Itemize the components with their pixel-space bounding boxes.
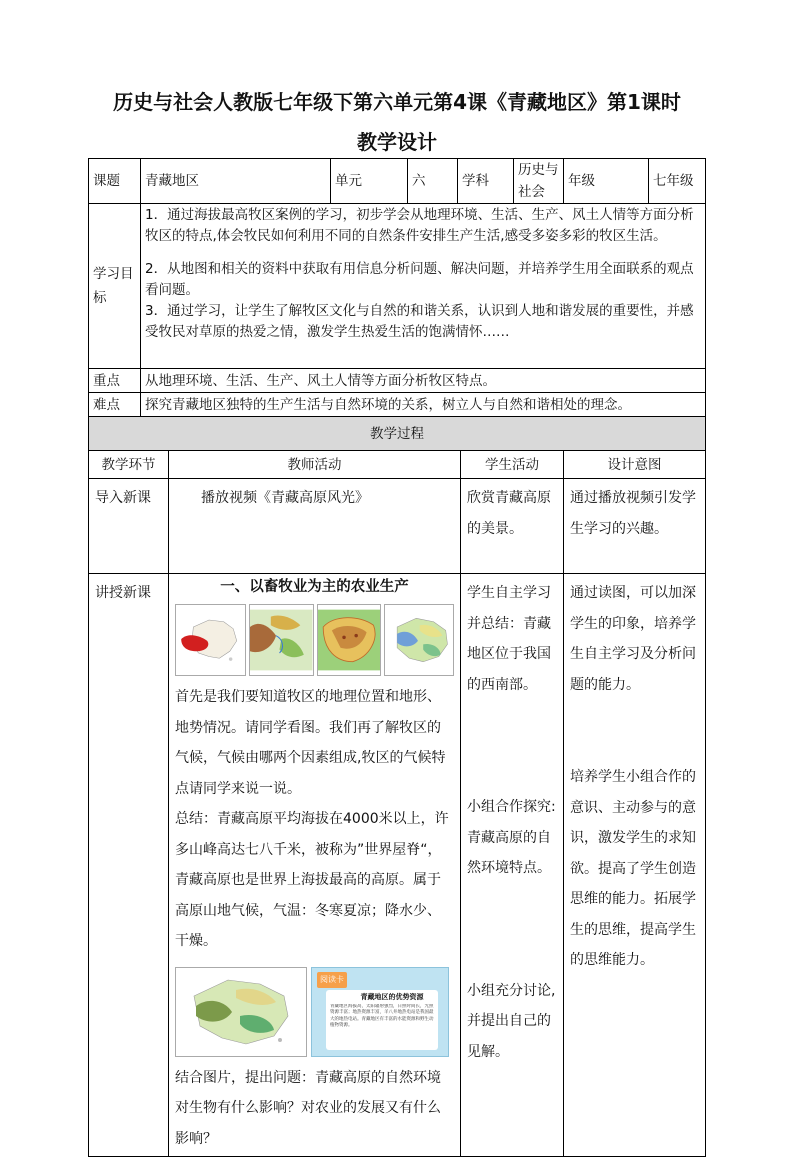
para-summary: 总结：青藏高原平均海拔在4000米以上，许多山峰高达七八千米，被称为”世界屋脊“，青藏高原也是世界上海拔最高的高原。属于高原山地气候，气温：冬寒夏凉；降水少、干燥。	[175, 811, 449, 949]
goals-label: 学习目标	[89, 204, 141, 369]
vegetation-map	[175, 967, 307, 1057]
student-activity-2: 小组合作探究:青藏高原的自然环境特点。	[467, 799, 556, 876]
china-location-map	[175, 604, 246, 676]
goals-content	[141, 204, 706, 369]
difficult-label: 难点	[89, 393, 141, 417]
intro-student: 欣赏青藏高原的美景。	[461, 479, 564, 574]
grade-value: 七年级	[649, 159, 706, 204]
lesson-label: 课题	[89, 159, 141, 204]
unit-value: 六	[408, 159, 458, 204]
intent-1: 通过读图，可以加深学生的印象，培养学生自主学习及分析问题的能力。	[570, 585, 696, 693]
student-activity-3: 小组充分讨论,并提出自己的见解。	[467, 982, 556, 1060]
reading-card	[311, 967, 449, 1057]
student-activity-1: 学生自主学习并总结：青藏地区位于我国的西南部。	[467, 585, 551, 693]
subject-label: 学科	[458, 159, 514, 204]
lesson-heading: 一、以畜牧业为主的农业生产	[220, 579, 409, 595]
para-location: 首先是我们要知道牧区的地理位置和地形、地势情况。请同学看图。我们再了解牧区的气候，气候由哪两个因素组成,牧区的气候特点请同学来说一说。	[175, 689, 446, 797]
header-intent: 设计意图	[564, 451, 706, 479]
difficult-text: 探究青藏地区独特的生产生活与自然环境的关系，树立人与自然和谐相处的理念。	[141, 393, 706, 417]
intro-intent: 通过播放视频引发学生学习的兴趣。	[564, 479, 706, 574]
new-teacher	[169, 574, 461, 1157]
new-student	[461, 574, 564, 1157]
goal-item: 3．通过学习，让学生了解牧区文化与自然的和谐关系，认识到人地和谐发展的重要性，并感受牧民对草原的热爱之情，激发学生热爱生活的饱满情怀……	[145, 303, 694, 340]
card-title: 青藏地区的优势资源	[360, 992, 424, 1001]
intro-step: 导入新课	[89, 479, 169, 574]
lesson-plan-table	[88, 158, 706, 1157]
key-text: 从地理环境、生活、生产、风土人情等方面分析牧区特点。	[141, 369, 706, 393]
card-tag: 阅读卡	[317, 972, 347, 988]
header-student: 学生活动	[461, 451, 564, 479]
resource-images	[175, 967, 454, 1057]
goal-item: 2．从地图和相关的资料中获取有用信息分析问题、解决问题，并培养学生用全面联系的观点看问题。	[145, 261, 694, 298]
new-step: 讲授新课	[89, 574, 169, 1157]
map-images	[175, 604, 454, 676]
grade-label: 年级	[564, 159, 649, 204]
plateau-map	[317, 604, 381, 676]
intent-2: 培养学生小组合作的意识、主动参与的意识，激发学生的求知欲。提高了学生创造思维的能力。拓展学生的思维，提高学生的思维能力。	[570, 769, 696, 968]
section-title: 教学过程	[89, 417, 706, 451]
para-question: 结合图片，提出问题：青藏高原的自然环境对生物有什么影响？对农业的发展又有什么影响？	[175, 1069, 441, 1147]
goal-item: 1．通过海拔最高牧区案例的学习，初步学会从地理环境、生活、生产、风土人情等方面分析牧区的特点,体会牧民如何利用不同的自然条件安排生产生活,感受多姿多彩的牧区生活。	[145, 207, 694, 244]
header-step: 教学环节	[89, 451, 169, 479]
unit-label: 单元	[331, 159, 408, 204]
header-teacher: 教师活动	[169, 451, 461, 479]
document-title: 历史与社会人教版七年级下第六单元第4课《青藏地区》第1课时	[113, 90, 681, 114]
intro-teacher: 播放视频《青藏高原风光》	[169, 479, 461, 574]
card-text: 青藏地区海拔高，太阳辐射强烈，日照时间长，光照资源丰富；地热资源丰富，羊八井地热电站是我国最大的地热电站。青藏地区有丰富的水能资源和野生动植物资源。	[330, 1003, 434, 1028]
climate-map	[384, 604, 454, 676]
terrain-map	[249, 604, 313, 676]
lesson-value: 青藏地区	[141, 159, 331, 204]
new-intent	[564, 574, 706, 1157]
key-label: 重点	[89, 369, 141, 393]
subject-value-cell: 历史与社会	[514, 159, 564, 204]
document-subtitle: 教学设计	[357, 130, 437, 154]
